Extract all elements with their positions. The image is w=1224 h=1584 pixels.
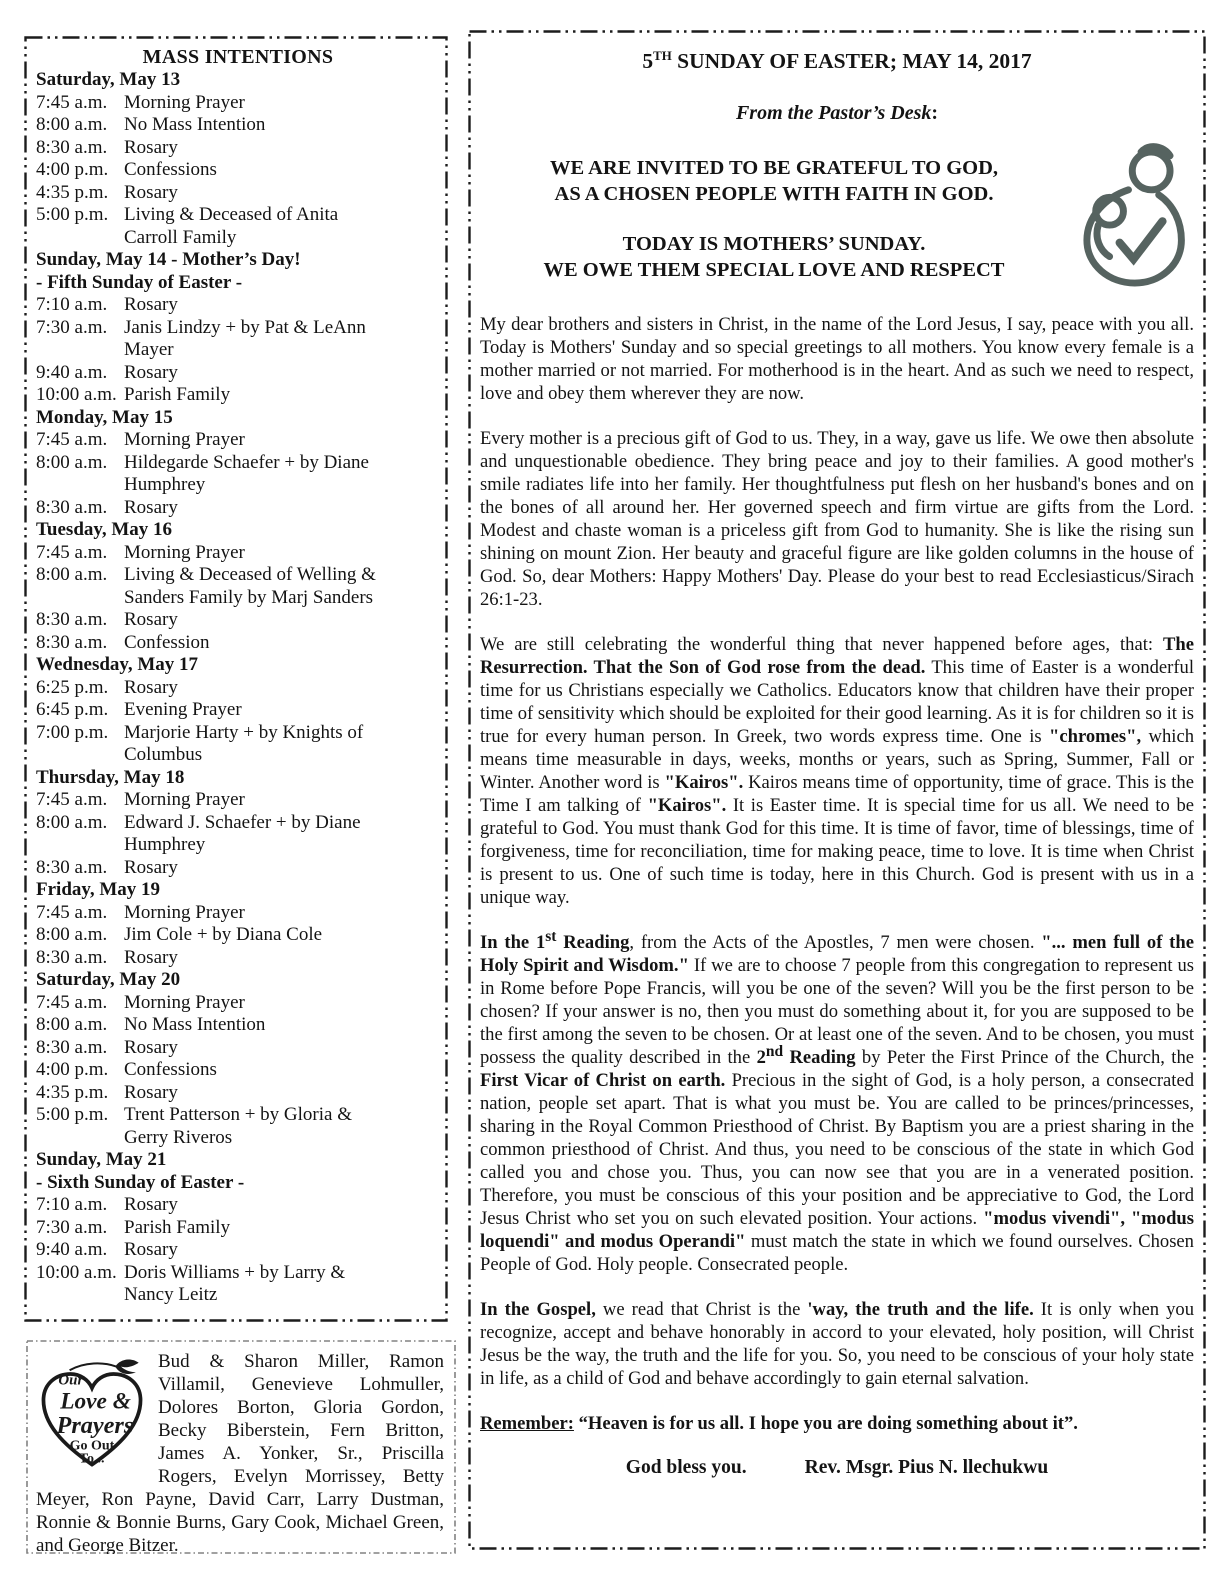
banner-block xyxy=(480,155,1068,283)
schedule-item xyxy=(36,1082,440,1105)
schedule-desc: Marjorie Harty + by Knights of Columbus xyxy=(124,721,364,765)
schedule-desc: Hildegarde Schaefer + by Diane Humphrey xyxy=(124,451,369,495)
schedule-desc: Rosary xyxy=(124,609,178,630)
schedule-desc: No Mass Intention xyxy=(124,114,266,135)
logo-text-to: To... xyxy=(78,1451,105,1467)
schedule-item xyxy=(36,384,440,407)
mass-intentions-title: MASS INTENTIONS xyxy=(142,46,334,68)
schedule-desc: Janis Lindzy + by Pat & LeAnn Mayer xyxy=(124,316,366,360)
schedule-item xyxy=(36,542,440,565)
schedule-time: 8:30 a.m. xyxy=(36,856,108,878)
schedule-item xyxy=(36,902,440,925)
schedule-desc: Morning Prayer xyxy=(124,901,245,923)
schedule-item xyxy=(36,1194,440,1217)
logo-text-love: Love & xyxy=(60,1388,131,1415)
schedule-desc: Rosary xyxy=(124,1081,178,1103)
schedule-time: 8:00 a.m. xyxy=(36,811,108,833)
schedule-list xyxy=(36,69,440,1307)
schedule-time: 10:00 a.m. xyxy=(36,384,117,405)
schedule-item xyxy=(36,182,440,205)
schedule-time: 8:30 a.m. xyxy=(36,631,108,653)
schedule-time: 7:10 a.m. xyxy=(36,294,108,315)
schedule-day: Thursday, May 18 xyxy=(36,766,185,788)
pastor-desk-heading: 5TH SUNDAY OF EASTER; MAY 14, 2017 xyxy=(642,48,1032,73)
schedule-desc: No Mass Intention xyxy=(124,1014,266,1035)
dove-icon xyxy=(115,1360,138,1374)
schedule-day: Friday, May 19 xyxy=(36,879,161,900)
schedule-desc: Rosary xyxy=(124,496,178,518)
schedule-time: 4:35 p.m. xyxy=(36,1081,109,1103)
schedule-time: 8:00 a.m. xyxy=(36,451,108,473)
mass-intentions-panel xyxy=(24,36,448,1322)
schedule-item xyxy=(36,137,440,160)
invitation-banner-line1: WE ARE INVITED TO BE GRATEFUL TO GOD, xyxy=(549,157,999,179)
schedule-item xyxy=(36,1059,440,1082)
pastor-message-paragraphs xyxy=(480,313,1194,1435)
schedule-item xyxy=(36,497,440,520)
schedule-desc: Confession xyxy=(124,631,210,653)
schedule-day: Monday, May 15 xyxy=(36,406,173,428)
schedule-item xyxy=(36,992,440,1015)
schedule-desc: Trent Patterson + by Gloria & Gerry Riveros xyxy=(124,1104,352,1148)
schedule-item xyxy=(36,114,440,137)
schedule-day: Wednesday, May 17 xyxy=(36,654,199,675)
schedule-time: 8:30 a.m. xyxy=(36,1036,108,1058)
schedule-time: 5:00 p.m. xyxy=(36,204,109,225)
schedule-item xyxy=(36,789,440,812)
schedule-item xyxy=(36,204,440,249)
schedule-item xyxy=(36,1239,440,1262)
message-paragraph: Every mother is a precious gift of God to us. They, in a way, gave us life. We owe then absolute and unquestionable obedience. They bring peace and joy to their families. A good mother's smile radiates life into her family. Her thoughtfulness put flesh on her husband's bones and on the bones of all around her. Her governed speech and firm virtue are gifts from the Lord. Modest and chaste woman is a priceless gift from God to humanity. She is like the rising sun shining on mount Zion. Her beauty and graceful figure are like golden columns in the house of God. So, dear Mothers: Happy Mothers' Day. Please do your best to read Ecclesiasticus/Sirach 26:1-23. xyxy=(480,428,1194,610)
schedule-desc: Evening Prayer xyxy=(124,699,242,720)
schedule-time: 6:45 p.m. xyxy=(36,699,109,720)
schedule-item xyxy=(36,429,440,452)
schedule-item xyxy=(36,362,440,385)
schedule-time: 7:45 a.m. xyxy=(36,429,108,450)
schedule-item xyxy=(36,632,440,655)
schedule-item xyxy=(36,564,440,609)
schedule-item xyxy=(36,317,440,362)
schedule-item xyxy=(36,1262,440,1307)
schedule-time: 8:00 a.m. xyxy=(36,924,108,945)
schedule-time: 8:30 a.m. xyxy=(36,609,108,630)
schedule-time: 4:00 p.m. xyxy=(36,159,109,180)
schedule-time: 7:45 a.m. xyxy=(36,541,108,563)
schedule-desc: Doris Williams + by Larry & Nancy Leitz xyxy=(124,1261,346,1305)
logo-text-goout: Go Out xyxy=(69,1438,115,1454)
message-paragraph: In the 1st Reading, from the Acts of the Apostles, 7 men were chosen. "... men full of the Holy Spirit and Wisdom." If we are to choose 7 people from this congregation to represent us in Rome before Pope Francis, will you be one of the seven? Will you be the first person to be chosen? If your answer is no, then you must do something about it, for you are supposed to be the first among the seven to be chosen. Or at least one of the seven. And to be chosen, you must possess the quality described in the 2nd Reading by Peter the First Prince of the Church, the First Vicar of Christ on earth. Precious in the sight of God, is a holy person, a consecrated nation, people set apart. That is what you must be. You are called to be princes/princesses, sharing in the Royal Common Priesthood of Christ. By Baptism you are a priest sharing in the common priesthood of Christ. And thus, you need to be conscious of the state in which God called you and chose you. Thus, you can now see that you are in a venerated position. Therefore, you must be conscious of this your position and be appreciative to God, the Lord Jesus Christ who set you on such elevated position. Your actions. "modus vivendi", "modus loquendi" and modus Operandi" must match the state in which we found ourselves. Chosen People of God. Holy people. Consecrated people. xyxy=(480,927,1195,1275)
schedule-item xyxy=(36,924,440,947)
message-paragraph: In the Gospel, we read that Christ is the 'way, the truth and the life. It is only when you recognize, accept and behave honorably in accord to your elevated, holy position, will Christ Jesus be the way, the truth and the life for you. So, you need to be conscious of your holy state in life, as a child of God and behave accordingly to gain eternal salvation. xyxy=(480,1299,1194,1389)
closing-blessing: God bless you. xyxy=(625,1457,747,1478)
schedule-day: Sunday, May 14 - Mother’s Day! xyxy=(36,249,301,270)
schedule-time: 7:30 a.m. xyxy=(36,316,108,338)
schedule-desc: Living & Deceased of Welling & Sanders Family by Marj Sanders xyxy=(124,564,376,608)
schedule-time: 9:40 a.m. xyxy=(36,361,108,383)
schedule-time: 5:00 p.m. xyxy=(36,1104,109,1125)
schedule-desc: Morning Prayer xyxy=(124,991,245,1013)
schedule-day: Saturday, May 20 xyxy=(36,969,181,990)
schedule-time: 8:30 a.m. xyxy=(36,946,108,968)
schedule-item xyxy=(36,159,440,182)
schedule-desc: Morning Prayer xyxy=(124,541,245,563)
schedule-item xyxy=(36,857,440,880)
schedule-item xyxy=(36,609,440,632)
schedule-day: - Fifth Sunday of Easter - xyxy=(36,271,243,293)
schedule-item xyxy=(36,1014,440,1037)
schedule-desc: Confessions xyxy=(124,159,217,180)
schedule-time: 4:35 p.m. xyxy=(36,181,109,203)
schedule-desc: Rosary xyxy=(124,856,178,878)
schedule-desc: Rosary xyxy=(124,136,178,158)
schedule-time: 8:30 a.m. xyxy=(36,496,108,518)
schedule-time: 4:00 p.m. xyxy=(36,1059,109,1080)
schedule-item xyxy=(36,1217,440,1240)
closing-signature: Rev. Msgr. Pius N. llechukwu xyxy=(804,1457,1049,1478)
schedule-item xyxy=(36,294,440,317)
mothers-banner-line1: TODAY IS MOTHERS’ SUNDAY. xyxy=(622,233,926,255)
pastor-desk-subheading: From the Pastor’s Desk: xyxy=(735,102,939,124)
schedule-time: 8:00 a.m. xyxy=(36,1014,108,1035)
schedule-desc: Rosary xyxy=(124,294,178,315)
schedule-item xyxy=(36,722,440,767)
schedule-day: Tuesday, May 16 xyxy=(36,519,173,540)
schedule-item xyxy=(36,699,440,722)
schedule-item xyxy=(36,812,440,857)
schedule-item xyxy=(36,92,440,115)
swoosh-line xyxy=(70,1363,117,1370)
schedule-time: 7:45 a.m. xyxy=(36,991,108,1013)
schedule-time: 7:45 a.m. xyxy=(36,901,108,923)
schedule-day: Saturday, May 13 xyxy=(36,69,181,90)
schedule-desc: Rosary xyxy=(124,181,178,203)
schedule-item xyxy=(36,452,440,497)
love-prayers-heart-icon xyxy=(36,1352,148,1480)
message-paragraph: Remember: “Heaven is for us all. I hope you are doing something about it”. xyxy=(480,1413,1078,1434)
schedule-time: 10:00 a.m. xyxy=(36,1261,117,1283)
mother-child-icon xyxy=(1068,139,1194,291)
schedule-desc: Rosary xyxy=(124,1239,178,1260)
schedule-item xyxy=(36,1037,440,1060)
schedule-time: 8:00 a.m. xyxy=(36,114,108,135)
message-paragraph: My dear brothers and sisters in Christ, in the name of the Lord Jesus, I say, peace with you all. Today is Mothers' Sunday and so special greetings to all mothers. You know every female is a mother married or not married. For motherhood is in the heart. And as such we need to respect, love and obey them wherever they are now. xyxy=(480,314,1194,404)
mothers-banner-line2: WE OWE THEM SPECIAL LOVE AND RESPECT xyxy=(543,259,1005,281)
schedule-desc: Rosary xyxy=(124,676,178,698)
schedule-time: 7:00 p.m. xyxy=(36,721,109,743)
schedule-desc: Rosary xyxy=(124,946,178,968)
schedule-time: 8:00 a.m. xyxy=(36,564,108,585)
pastor-desk-panel xyxy=(468,30,1206,1550)
logo-text-our: Our xyxy=(58,1372,84,1389)
schedule-desc: Rosary xyxy=(124,1036,178,1058)
schedule-time: 8:30 a.m. xyxy=(36,136,108,158)
schedule-time: 6:25 p.m. xyxy=(36,676,109,698)
schedule-desc: Morning Prayer xyxy=(124,789,245,810)
message-paragraph: We are still celebrating the wonderful thing that never happened before ages, that: The Resurrection. That the Son of God rose from the dead. This time of Easter is a wonderful time for us Christians especially we Catholics. Educators know that children have their proper time of sensitivity which should be exploited for their good learning. As it is for children so it is true for every human person. In Greek, two words express time. One is "chromes", which means time measurable in days, weeks, months or years, such as Spring, Summer, Fall or Winter. Another word is "Kairos". Kairos means time of opportunity, time of grace. This is the Time I am talking of "Kairos". It is Easter time. It is special time for us all. We need to be grateful to God. You must thank God for this time. It is time of favor, time of blessings, time of forgiveness, time for reconciliation, time for making peace, time to love. It is time when Christ is present to us. One of such time is today, here in this Church. God is present with us in a unique way. xyxy=(480,634,1194,908)
schedule-desc: Rosary xyxy=(124,1194,178,1215)
prayers-names: Bud & Sharon Miller, Ramon Villamil, Genevieve Lohmuller, Dolores Borton, Gloria Gordon, Becky Biberstein, Fern Britton, James A. Yonker, Sr., Priscilla Rogers, Evelyn Morrissey, Betty Meyer, Ron Payne, David Carr, Larry Dustman, Ronnie & Bonnie Burns, Gary Cook, Michael Green, and George Bitzer. xyxy=(36,1351,444,1554)
invitation-banner-line2: AS A CHOSEN PEOPLE WITH FAITH IN GOD. xyxy=(554,183,994,205)
prayers-panel xyxy=(26,1340,456,1554)
schedule-time: 9:40 a.m. xyxy=(36,1239,108,1260)
schedule-desc: Parish Family xyxy=(124,384,231,405)
schedule-time: 7:10 a.m. xyxy=(36,1194,108,1215)
schedule-day: Sunday, May 21 xyxy=(36,1149,167,1170)
schedule-desc: Parish Family xyxy=(124,1216,231,1238)
schedule-desc: Rosary xyxy=(124,361,178,383)
schedule-time: 7:45 a.m. xyxy=(36,789,108,810)
schedule-item xyxy=(36,1104,440,1149)
schedule-desc: Living & Deceased of Anita Carroll Family xyxy=(124,204,339,248)
logo-text-prayers: Prayers xyxy=(56,1411,134,1439)
schedule-desc: Jim Cole + by Diana Cole xyxy=(124,924,323,945)
closing-line xyxy=(480,1457,1194,1479)
schedule-desc: Morning Prayer xyxy=(124,91,245,113)
schedule-item xyxy=(36,947,440,970)
schedule-time: 7:45 a.m. xyxy=(36,91,108,113)
schedule-desc: Morning Prayer xyxy=(124,429,245,450)
schedule-item xyxy=(36,677,440,700)
schedule-desc: Confessions xyxy=(124,1059,217,1080)
schedule-time: 7:30 a.m. xyxy=(36,1216,108,1238)
schedule-day: - Sixth Sunday of Easter - xyxy=(36,1171,245,1193)
schedule-desc: Edward J. Schaefer + by Diane Humphrey xyxy=(124,811,361,855)
